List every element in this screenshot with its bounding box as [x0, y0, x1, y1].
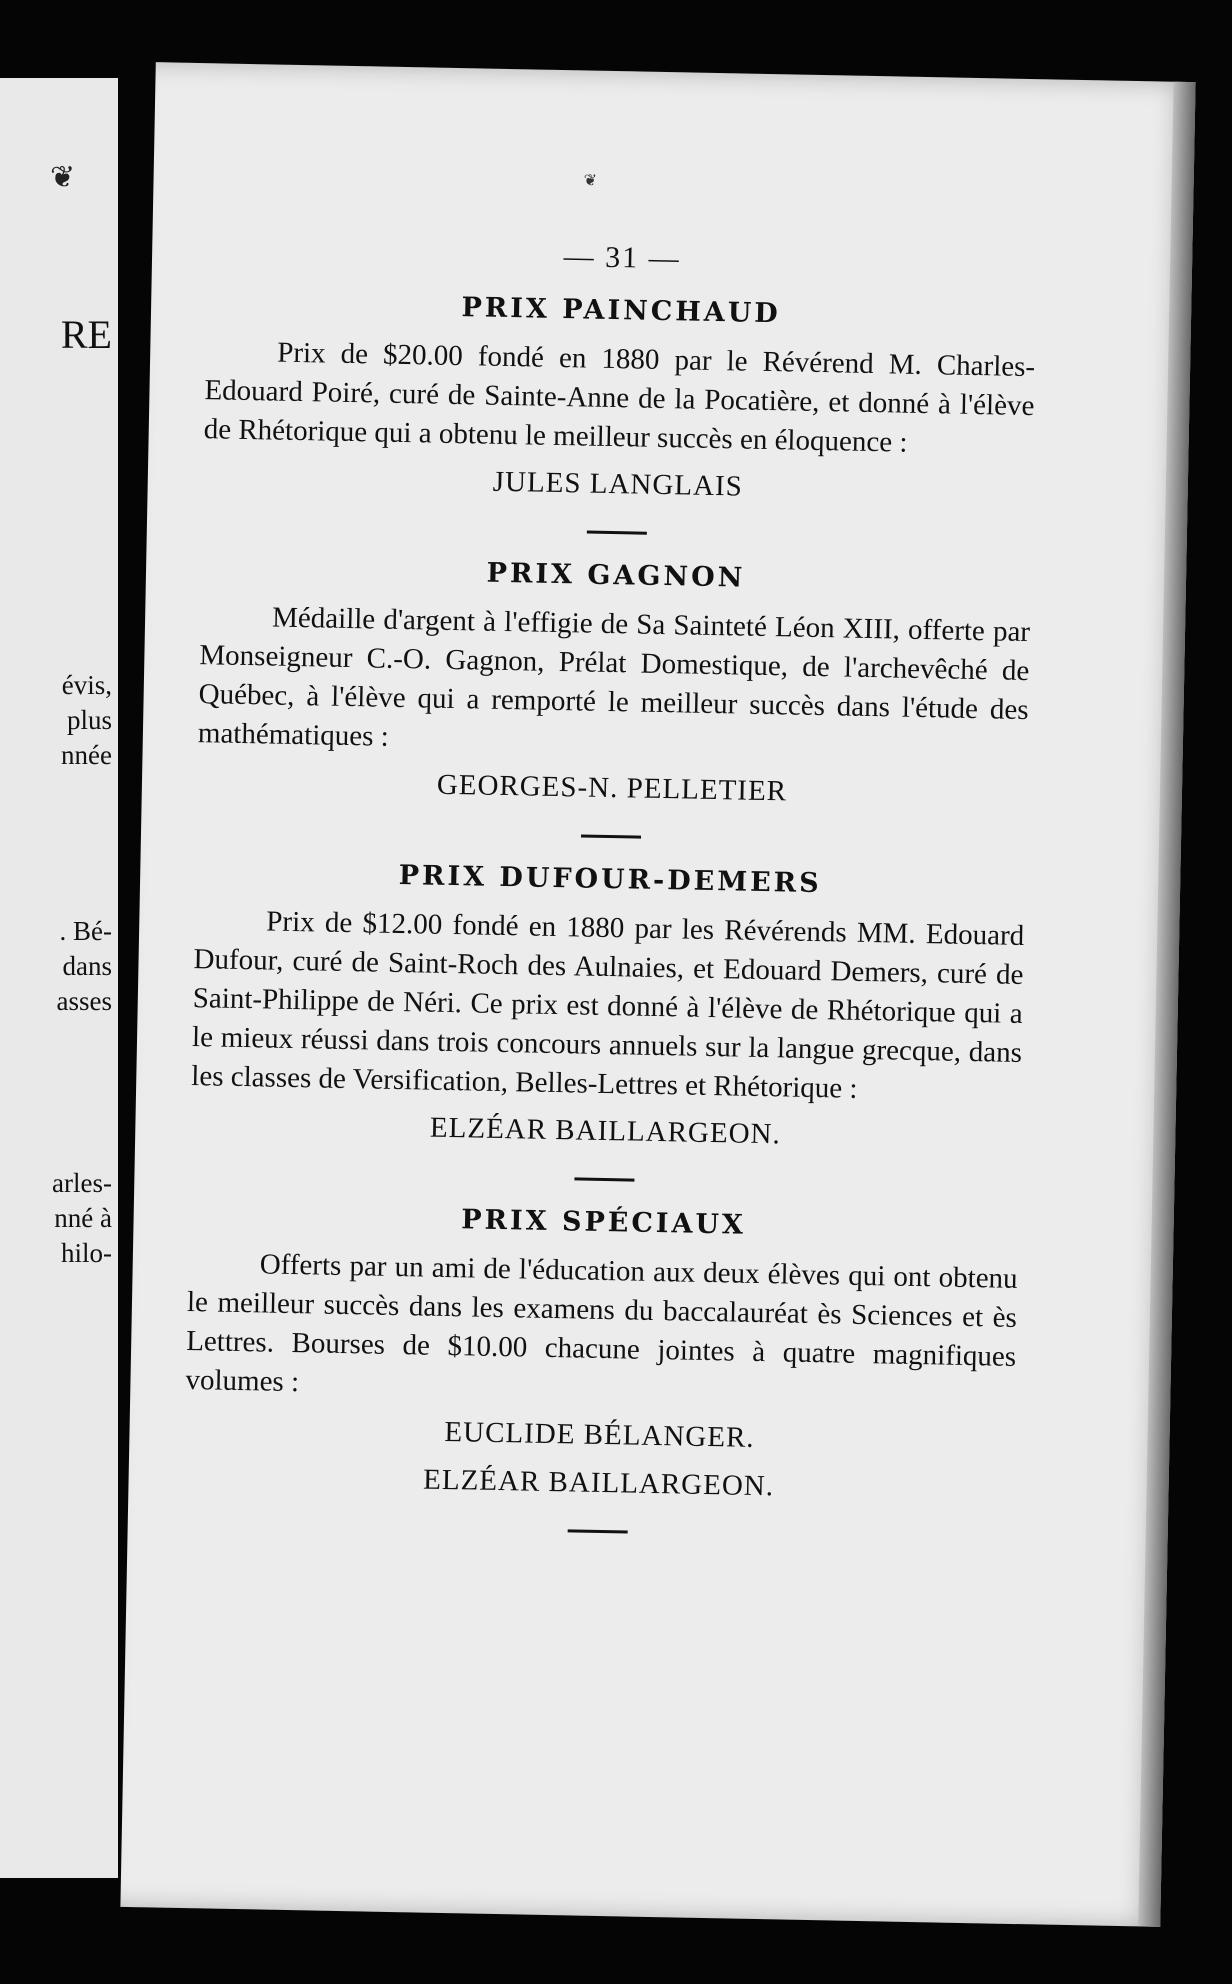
left-text-fragment: nné à [54, 1203, 112, 1233]
left-text-fragment: arles- [52, 1168, 112, 1198]
left-text-fragment: dans [62, 951, 112, 981]
section-divider [568, 1529, 628, 1533]
prize-title: PRIX GAGNON [486, 557, 746, 594]
page-content [182, 233, 1037, 1567]
prize-section-speciaux [183, 1199, 1019, 1512]
left-text-fragment: RE [60, 312, 112, 357]
section-divider [574, 1177, 634, 1181]
page-edge-shadow [1138, 82, 1195, 1927]
left-text-fragment: asses [56, 986, 112, 1016]
page-number: — 31 — [563, 240, 681, 276]
prize-section-gagnon [197, 552, 1032, 817]
winner-name: GEORGES-N. PELLETIER [436, 768, 788, 808]
prize-description: Prix de $12.00 fondé en 1880 par les Révérends MM. Edouard Dufour, curé de Saint-Roch des Aulnaies, et Edouard Demers, curé de Saint-Philippe de Néri. Ce prix est donné à l'élève de Rhétorique qui a le mieux réussi dans trois concours annuels sur la langue grecque, dans les classes de Versification, Belles-Lettres et Rhétorique : [191, 905, 1025, 1105]
left-text-fragment: . Bé- [59, 916, 112, 946]
winner-name: ELZÉAR BAILLARGEON. [422, 1463, 775, 1503]
winner-name: ELZÉAR BAILLARGEON. [429, 1111, 782, 1151]
prize-section-painchaud [202, 287, 1036, 513]
ornament-mark: ❦ [50, 161, 76, 194]
print-speck: ❦ [583, 172, 598, 190]
section-divider [581, 834, 641, 838]
left-text-fragment: nnée [61, 740, 112, 770]
section-divider [587, 531, 647, 535]
prize-description: Prix de $20.00 fondé en 1880 par le Révérend M. Charles-Edouard Poiré, curé de Sainte-Anne de la Pocatière, et donné à l'élève de Rhétorique qui a obtenu le meilleur succès en éloquence : [203, 336, 1036, 459]
prize-title: PRIX SPÉCIAUX [460, 1204, 747, 1241]
prize-title: PRIX PAINCHAUD [461, 292, 781, 330]
prize-section-dufour-demers [190, 856, 1025, 1160]
left-text-fragment: évis, [61, 670, 112, 700]
book-page [120, 62, 1195, 1927]
prize-description: Médaille d'argent à l'effigie de Sa Sainteté Léon XIII, offerte par Monseigneur C.-O. Gagnon, Prélat Domestique, de l'archevêché de Québec, à l'élève qui a remporté le meilleur succès dans l'étude des mathématiques : [197, 601, 1031, 753]
prize-title: PRIX DUFOUR-DEMERS [398, 860, 822, 900]
winner-name: JULES LANGLAIS [492, 465, 744, 503]
prize-description: Offerts par un ami de l'éducation aux deux élèves qui ont obtenu le meilleur succès dans les examens du baccalauréat ès Sciences et ès Lettres. Bourses de $10.00 chacune jointes à quatre magnifiques volumes : [185, 1248, 1018, 1399]
left-page-fragment [0, 78, 118, 1878]
winner-name: EUCLIDE BÉLANGER. [444, 1415, 755, 1454]
left-text-fragment: plus [66, 705, 112, 735]
left-text-fragment: hilo- [61, 1238, 112, 1268]
